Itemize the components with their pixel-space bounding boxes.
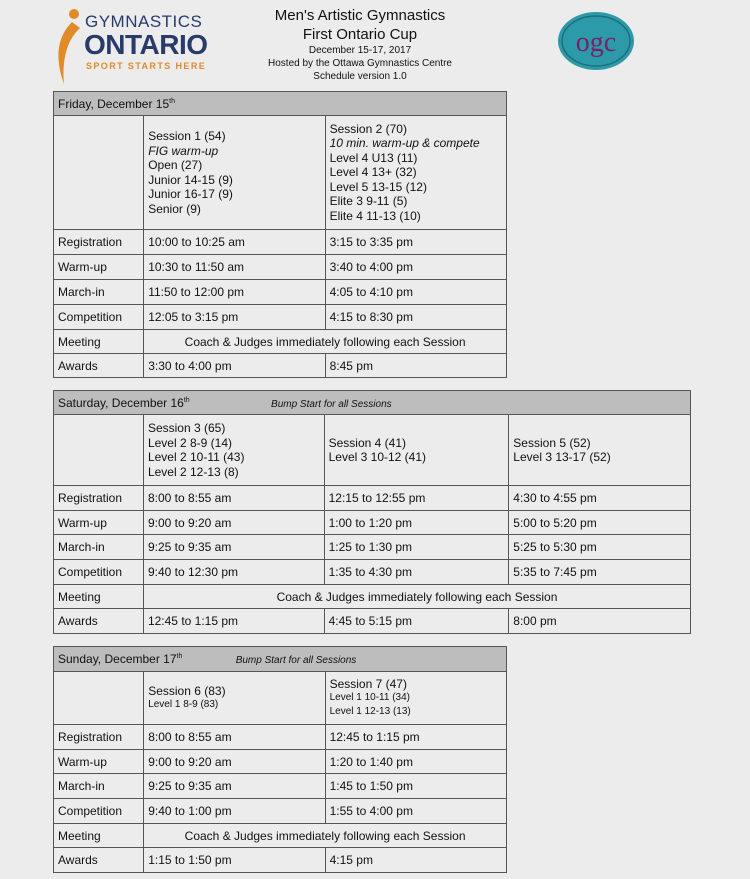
- sunday-registration-row: [54, 725, 507, 750]
- row-label: Meeting: [54, 585, 144, 609]
- time-cell: 1:45 to 1:50 pm: [325, 774, 506, 799]
- time-cell: 10:30 to 11:50 am: [144, 255, 325, 280]
- row-label: Warm-up: [54, 255, 144, 280]
- meeting-note: Coach & Judges immediately following each Session: [143, 585, 690, 609]
- friday-competition-row: [54, 305, 507, 330]
- row-label: Competition: [54, 305, 144, 330]
- day-suffix: th: [169, 97, 175, 105]
- session-title: Session 7 (47): [329, 676, 407, 691]
- row-label: Competition: [54, 799, 144, 824]
- sunday-competition-row: [54, 799, 507, 824]
- sunday-awards-row: [54, 848, 507, 873]
- friday-registration-row: [54, 230, 507, 255]
- time-cell: 1:00 to 1:20 pm: [324, 511, 509, 535]
- row-label: Registration: [54, 230, 144, 255]
- session-group: Level 3 10-12 (41): [328, 450, 427, 464]
- session-group: Level 2 8-9 (14): [147, 435, 232, 450]
- friday-awards-row: [54, 354, 507, 378]
- time-cell: 12:45 to 1:15 pm: [143, 609, 324, 634]
- sunday-header-row: [54, 647, 507, 672]
- time-cell: 3:30 to 4:00 pm: [144, 354, 325, 378]
- time-cell: 9:40 to 1:00 pm: [144, 799, 325, 824]
- meeting-note: Coach & Judges immediately following each Session: [144, 824, 507, 848]
- time-cell: 12:15 to 12:55 pm: [324, 486, 509, 511]
- ogc-logo: [556, 10, 636, 72]
- time-cell: 1:15 to 1:50 pm: [144, 848, 325, 873]
- time-cell: 1:25 to 1:30 pm: [324, 535, 509, 560]
- saturday-awards-row: [54, 609, 691, 634]
- time-cell: 8:45 pm: [325, 354, 506, 378]
- row-label: Registration: [54, 486, 144, 511]
- logo-word-ontario: ONTARIO: [84, 29, 208, 60]
- session-group: Junior 14-15 (9): [148, 172, 233, 187]
- saturday-meeting-row: [54, 585, 691, 609]
- time-cell: 8:00 to 8:55 am: [143, 486, 324, 511]
- time-cell: 8:00 pm: [509, 609, 691, 634]
- time-cell: 12:45 to 1:15 pm: [325, 725, 506, 750]
- row-label: Meeting: [54, 824, 144, 848]
- time-cell: 3:40 to 4:00 pm: [325, 255, 506, 280]
- event-dates: December 15-17, 2017: [308, 45, 412, 56]
- bump-start-note: Bump Start for all Sessions: [271, 398, 392, 410]
- friday-schedule-table: [53, 91, 507, 378]
- session-title: Session 6 (83): [148, 683, 226, 698]
- time-cell: 4:15 pm: [325, 848, 506, 873]
- saturday-header-row: [54, 391, 691, 415]
- session-title: Session 2 (70): [329, 121, 407, 136]
- time-cell: 5:25 to 5:30 pm: [509, 535, 691, 560]
- time-cell: 5:00 to 5:20 pm: [509, 511, 691, 535]
- friday-header-row: [54, 92, 507, 116]
- saturday-warmup-row: [54, 511, 691, 535]
- meeting-note: Coach & Judges immediately following each Session: [144, 330, 507, 354]
- ogc-logo-text: ogc: [575, 27, 617, 58]
- session-group: Level 1 10-11 (34): [329, 692, 410, 704]
- time-cell: 9:25 to 9:35 am: [143, 535, 324, 560]
- row-label: March-in: [54, 280, 144, 305]
- session-group: Level 4 U13 (11): [329, 150, 418, 165]
- logo-tagline: SPORT STARTS HERE: [86, 61, 207, 71]
- time-cell: 1:55 to 4:00 pm: [325, 799, 506, 824]
- session-6-cell: [144, 672, 325, 725]
- row-label: March-in: [54, 535, 144, 560]
- session-3-cell: [143, 415, 324, 486]
- session-title: Session 4 (41): [328, 435, 406, 450]
- session-group: Level 1 8-9 (83): [148, 699, 219, 711]
- session-group: Level 4 13+ (32): [329, 165, 417, 180]
- session-7-cell: [325, 672, 506, 725]
- time-cell: 4:45 to 5:15 pm: [324, 609, 509, 634]
- row-label: Awards: [54, 354, 144, 378]
- row-label: Warm-up: [54, 511, 144, 535]
- time-cell: 3:15 to 3:35 pm: [325, 230, 506, 255]
- time-cell: 1:35 to 4:30 pm: [324, 560, 509, 585]
- saturday-registration-row: [54, 486, 691, 511]
- session-note: FIG warm-up: [148, 143, 219, 158]
- friday-marchin-row: [54, 280, 507, 305]
- schedule-version: Schedule version 1.0: [313, 71, 407, 82]
- time-cell: 9:40 to 12:30 pm: [143, 560, 324, 585]
- saturday-competition-row: [54, 560, 691, 585]
- session-2-cell: [325, 116, 506, 230]
- session-note: 10 min. warm-up & compete: [329, 136, 480, 151]
- row-label: Awards: [54, 609, 144, 634]
- friday-day-label: Friday, December 15: [58, 96, 170, 111]
- session-title: Session 1 (54): [148, 129, 226, 143]
- row-label: Awards: [54, 848, 144, 873]
- session-title: Session 5 (52): [513, 435, 591, 450]
- session-group: Elite 3 9-11 (5): [329, 194, 408, 209]
- page-title: Men's Artistic Gymnastics: [274, 7, 446, 24]
- time-cell: 10:00 to 10:25 am: [144, 230, 325, 255]
- session-group: Open (27): [148, 158, 203, 172]
- session-group: Senior (9): [148, 201, 201, 216]
- saturday-schedule-table: [53, 390, 691, 634]
- friday-warmup-row: [54, 255, 507, 280]
- session-group: Level 5 13-15 (12): [329, 179, 427, 194]
- day-suffix: th: [176, 653, 183, 660]
- friday-sessions-row: [54, 116, 507, 230]
- row-label: Meeting: [54, 330, 144, 354]
- event-host: Hosted by the Ottawa Gymnastics Centre: [268, 58, 452, 69]
- sunday-warmup-row: [54, 750, 507, 774]
- saturday-day-label: Saturday, December 16: [58, 395, 184, 410]
- time-cell: 4:30 to 4:55 pm: [509, 486, 691, 511]
- time-cell: 11:50 to 12:00 pm: [144, 280, 325, 305]
- session-4-cell: [324, 415, 509, 486]
- row-label: Warm-up: [54, 750, 144, 774]
- page-header: [220, 6, 500, 83]
- session-group: Level 2 10-11 (43): [147, 450, 245, 464]
- event-name: First Ontario Cup: [302, 26, 418, 43]
- sunday-day-label: Sunday, December 17: [58, 652, 177, 666]
- saturday-sessions-row: [54, 415, 691, 486]
- time-cell: 4:05 to 4:10 pm: [325, 280, 506, 305]
- time-cell: 12:05 to 3:15 pm: [144, 305, 325, 330]
- session-group: Junior 16-17 (9): [148, 187, 233, 201]
- sunday-schedule-table: [53, 646, 507, 873]
- session-group: Level 2 12-13 (8): [147, 464, 239, 479]
- session-title: Session 3 (65): [147, 421, 226, 435]
- time-cell: 9:00 to 9:20 am: [143, 511, 324, 535]
- bump-start-note: Bump Start for all Sessions: [235, 655, 357, 666]
- saturday-marchin-row: [54, 535, 691, 560]
- logo-word-gymnastics: GYMNASTICS: [85, 12, 203, 31]
- session-group: Elite 4 11-13 (10): [329, 208, 421, 223]
- friday-meeting-row: [54, 330, 507, 354]
- session-group: Level 1 12-13 (13): [329, 706, 411, 718]
- time-cell: 5:35 to 7:45 pm: [509, 560, 691, 585]
- session-group: Level 3 13-17 (52): [513, 450, 611, 464]
- time-cell: 4:15 to 8:30 pm: [325, 305, 506, 330]
- session-1-cell: [144, 116, 325, 230]
- row-label: Competition: [54, 560, 144, 585]
- time-cell: 8:00 to 8:55 am: [144, 725, 325, 750]
- gymnastics-ontario-logo: [50, 6, 220, 86]
- session-5-cell: [509, 415, 691, 486]
- row-label: Registration: [54, 725, 144, 750]
- day-suffix: th: [183, 396, 190, 404]
- time-cell: 1:20 to 1:40 pm: [325, 750, 506, 774]
- row-label: March-in: [54, 774, 144, 799]
- sunday-marchin-row: [54, 774, 507, 799]
- time-cell: 9:25 to 9:35 am: [144, 774, 325, 799]
- sunday-sessions-row: [54, 672, 507, 725]
- time-cell: 9:00 to 9:20 am: [144, 750, 325, 774]
- sunday-meeting-row: [54, 824, 507, 848]
